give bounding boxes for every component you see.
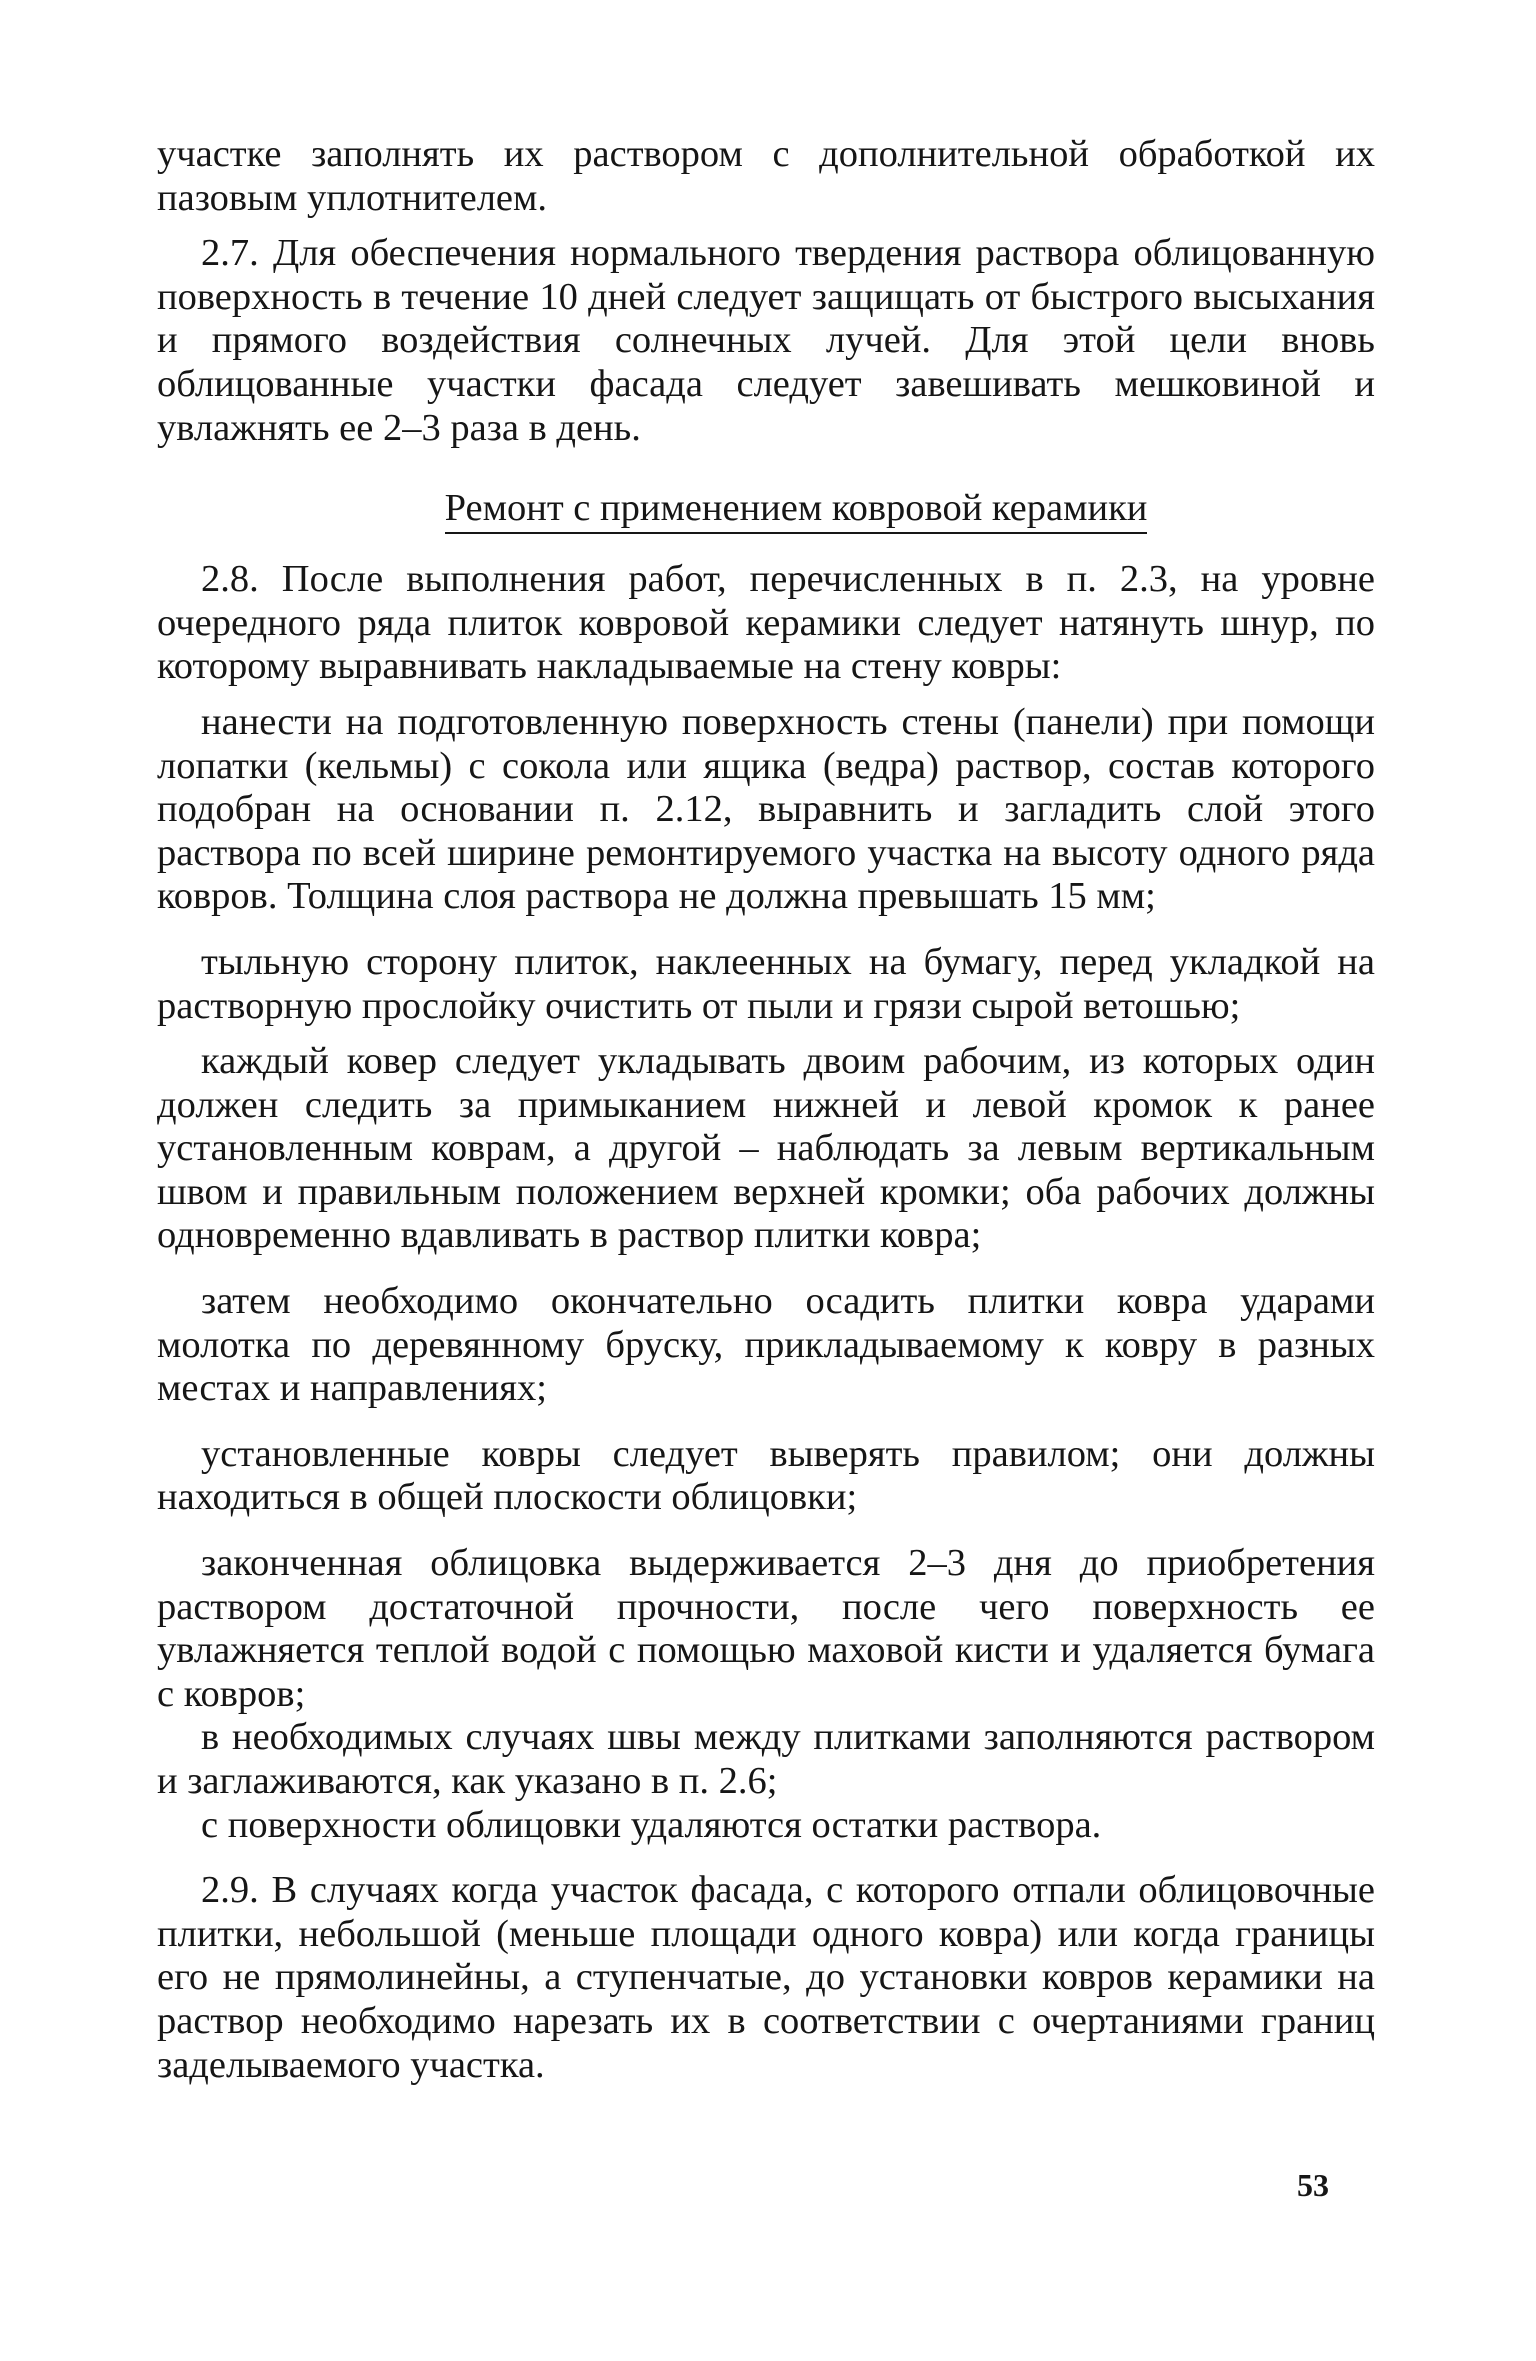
paragraph-2-8: 2.8. После выполнения работ, перечисленных в п. 2.3, на уровне очередного ряда плиток ковровой керамики следует натянуть шнур, по которому выравнивать накладываемые на стену ковры: (157, 558, 1375, 688)
section-heading-wrap (157, 486, 1375, 534)
list-item-remove-residue: с поверхности облицовки удаляются остатки раствора. (201, 1803, 1102, 1846)
list-item-fill-joints: в необходимых случаях швы между плитками заполняются раствором и заглаживаются, как указано в п. 2.6; (157, 1716, 1375, 1802)
paragraph-intro: участке заполнять их раствором с дополнительной обработкой их пазовым уплотнителем. (157, 133, 1375, 219)
paragraph-2-9: 2.9. В случаях когда участок фасада, с которого отпали облицовочные плитки, небольшой (меньше площади одного ковра) или когда границы его не прямолинейны, а ступенчатые, до установки ковров керамики на раствор необходимо нарезать их в соответствии с очертаниями границ заделываемого участка. (157, 1869, 1375, 2086)
section-heading: Ремонт с применением ковровой керамики (445, 486, 1148, 534)
list-item-apply-mortar: нанести на подготовленную поверхность стены (панели) при помощи лопатки (кельмы) с сокола или ящика (ведра) раствор, состав которого подобран на основании п. 2.12, выравнить и загладить слой этого раствора по всей ширине ремонтируемого участка на высоту одного ряда ковров. Толщина слоя раствора не должна превышать 15 мм; (157, 700, 1375, 918)
paragraph-2-7: 2.7. Для обеспечения нормального твердения раствора облицованную поверхность в течение 10 дней следует защищать от быстрого высыхания и прямого воздействия солнечных лучей. Для этой цели вновь облицованные участки фасада следует завешивать мешковиной и увлажнять ее 2–3 раза в день. (157, 232, 1375, 449)
list-item-cure-facing: законченная облицовка выдерживается 2–3 дня до приобретения раствором достаточной прочности, после чего поверхность ее увлажняется теплой водой с помощью маховой кисти и удаляется бумага с ковров; (157, 1542, 1375, 1715)
page-body (157, 133, 1375, 2087)
list-item-settle-tiles: затем необходимо окончательно осадить плитки ковра ударами молотка по деревянному бруску, прикладываемому к ковру в разных местах и направлениях; (157, 1280, 1375, 1410)
list-item-check-level: установленные ковры следует выверять правилом; они должны находиться в общей плоскости облицовки; (157, 1432, 1375, 1519)
list-item-lay-carpet: каждый ковер следует укладывать двоим рабочим, из которых один должен следить за примыканием нижней и левой кромок к ранее установленным коврам, а другой – наблюдать за левым вертикальным швом и правильным положением верхней кромки; оба рабочих должны одновременно вдавливать в раствор плитки ковра; (157, 1040, 1375, 1257)
page-number: 53 (1297, 2167, 1329, 2203)
list-item-clean-tiles: тыльную сторону плиток, наклеенных на бумагу, перед укладкой на растворную прослойку очистить от пыли и грязи сырой ветошью; (157, 940, 1375, 1027)
